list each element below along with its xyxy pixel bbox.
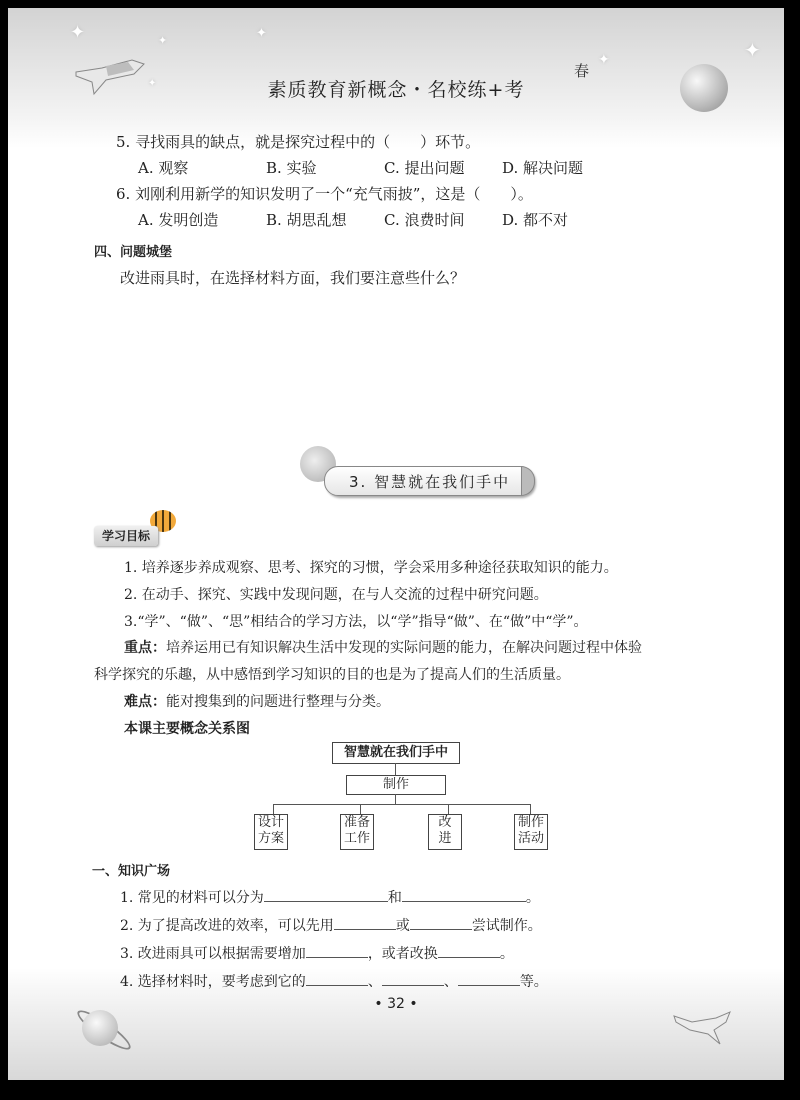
item-text: ，或者改换 [367, 946, 438, 962]
leaf-line: 准备 [343, 815, 370, 830]
item-text: 1. 常见的材料可以分为 [120, 890, 264, 906]
concept-leaf-node [428, 814, 462, 850]
option-d[interactable]: D. 解决问题 [502, 159, 584, 177]
blank-field[interactable] [402, 886, 526, 902]
item-text: 。 [525, 890, 540, 906]
item-text: 。 [499, 946, 514, 962]
connector [530, 804, 531, 814]
key-point-continued: 科学探究的乐趣，从中感悟到学习知识的目的也是为了提高人们的生活质量。 [94, 667, 570, 683]
connector [360, 804, 361, 814]
page-number: • 32 • [374, 996, 418, 1012]
blank-field[interactable] [458, 970, 520, 986]
leaf-line: 制作 [517, 815, 544, 830]
item-text: 2. 为了提高改进的效率，可以先用 [120, 918, 334, 934]
connector [273, 804, 274, 814]
question-5-options [138, 158, 583, 178]
connector [395, 763, 396, 775]
connector [395, 794, 396, 804]
concept-leaf-node [254, 814, 288, 850]
planet-icon [82, 1010, 118, 1046]
item-text: 尝试制作。 [471, 918, 542, 934]
banner-cap [521, 466, 535, 496]
blank-field[interactable] [334, 914, 396, 930]
item-text: 4. 选择材料时，要考虑到它的 [120, 974, 306, 990]
page-header-title: 素质教育新概念・名校练+考 [267, 79, 525, 101]
item-text: 3. 改进雨具可以根据需要增加 [120, 946, 306, 962]
fill-item-2 [120, 914, 542, 936]
concept-leaf-node [514, 814, 548, 850]
sparkle-star-icon: ✦ [148, 78, 157, 89]
sparkle-star-icon: ✦ [744, 38, 761, 62]
blank-field[interactable] [438, 942, 500, 958]
concept-map-title: 本课主要概念关系图 [124, 721, 250, 737]
space-shuttle-icon [672, 1008, 734, 1048]
blank-field[interactable] [306, 970, 368, 986]
key-point [124, 638, 642, 658]
section-4-heading: 四、问题城堡 [94, 245, 173, 260]
blank-field[interactable] [306, 942, 368, 958]
blank-field[interactable] [264, 886, 388, 902]
section-1-heading: 一、知识广场 [92, 864, 171, 879]
connector [273, 804, 531, 805]
option-d[interactable]: D. 都不对 [502, 211, 569, 229]
leaf-line: 设计 [257, 815, 284, 830]
goal-item: 3.“学”、“做”、“思”相结合的学习方法，以“学”指导“做”、在“做”中“学”。 [124, 614, 588, 630]
item-text: 和 [387, 890, 402, 906]
difficulty-label: 难点： [124, 694, 166, 710]
blank-field[interactable] [382, 970, 444, 986]
option-b[interactable]: B. 胡思乱想 [266, 211, 347, 229]
leaf-line: 改 [438, 815, 452, 830]
question-5-stem: 5. 寻找雨具的缺点，就是探究过程中的（ ）环节。 [116, 133, 481, 151]
question-6-stem: 6. 刘刚利用新学的知识发明了一个“充气雨披”，这是（ ）。 [116, 185, 533, 203]
sparkle-star-icon: ✦ [70, 22, 86, 43]
fill-item-1 [120, 886, 540, 908]
item-text: 等。 [519, 974, 548, 990]
fill-item-4 [120, 970, 548, 992]
difficulty-text: 能对搜集到的问题进行整理与分类。 [166, 694, 390, 710]
item-text: 、 [443, 974, 458, 990]
answer-area[interactable] [120, 294, 680, 434]
option-b[interactable]: B. 实验 [266, 159, 317, 177]
leaf-line: 活动 [517, 831, 544, 846]
workbook-page [8, 8, 784, 1080]
learning-goals-tag: 学习目标 [94, 526, 158, 546]
fill-item-3 [120, 942, 514, 964]
concept-root-node: 智慧就在我们手中 [332, 742, 460, 764]
lesson-title: 3. 智慧就在我们手中 [349, 473, 511, 491]
key-point-text: 培养运用已有知识解决生活中发现的实际问题的能力，在解决问题过程中体验 [166, 640, 642, 656]
season-label: 春 [574, 62, 590, 80]
option-a[interactable]: A. 发明创造 [138, 211, 219, 229]
leaf-line: 方案 [257, 831, 284, 846]
option-c[interactable]: C. 浪费时间 [384, 211, 465, 229]
leaf-line: 进 [438, 831, 452, 846]
sparkle-star-icon: ✦ [158, 34, 168, 47]
lesson-title-banner [324, 466, 534, 496]
question-6-options [138, 210, 568, 230]
blank-field[interactable] [410, 914, 472, 930]
option-a[interactable]: A. 观察 [138, 159, 189, 177]
connector [448, 804, 449, 814]
leaf-line: 工作 [343, 831, 370, 846]
concept-middle-node: 制作 [346, 775, 446, 795]
goal-item: 2. 在动手、探究、实践中发现问题，在与人交流的过程中研究问题。 [124, 587, 548, 603]
key-point-label: 重点： [124, 640, 166, 656]
item-text: 、 [367, 974, 382, 990]
concept-leaf-node [340, 814, 374, 850]
difficulty-point [124, 692, 390, 712]
sparkle-star-icon: ✦ [598, 52, 610, 68]
option-c[interactable]: C. 提出问题 [384, 159, 465, 177]
sparkle-star-icon: ✦ [256, 26, 267, 41]
goal-item: 1. 培养逐步养成观察、思考、探究的习惯，学会采用多种途径获取知识的能力。 [124, 560, 618, 576]
item-text: 或 [395, 918, 410, 934]
section-4-question: 改进雨具时，在选择材料方面，我们要注意些什么？ [120, 269, 466, 287]
